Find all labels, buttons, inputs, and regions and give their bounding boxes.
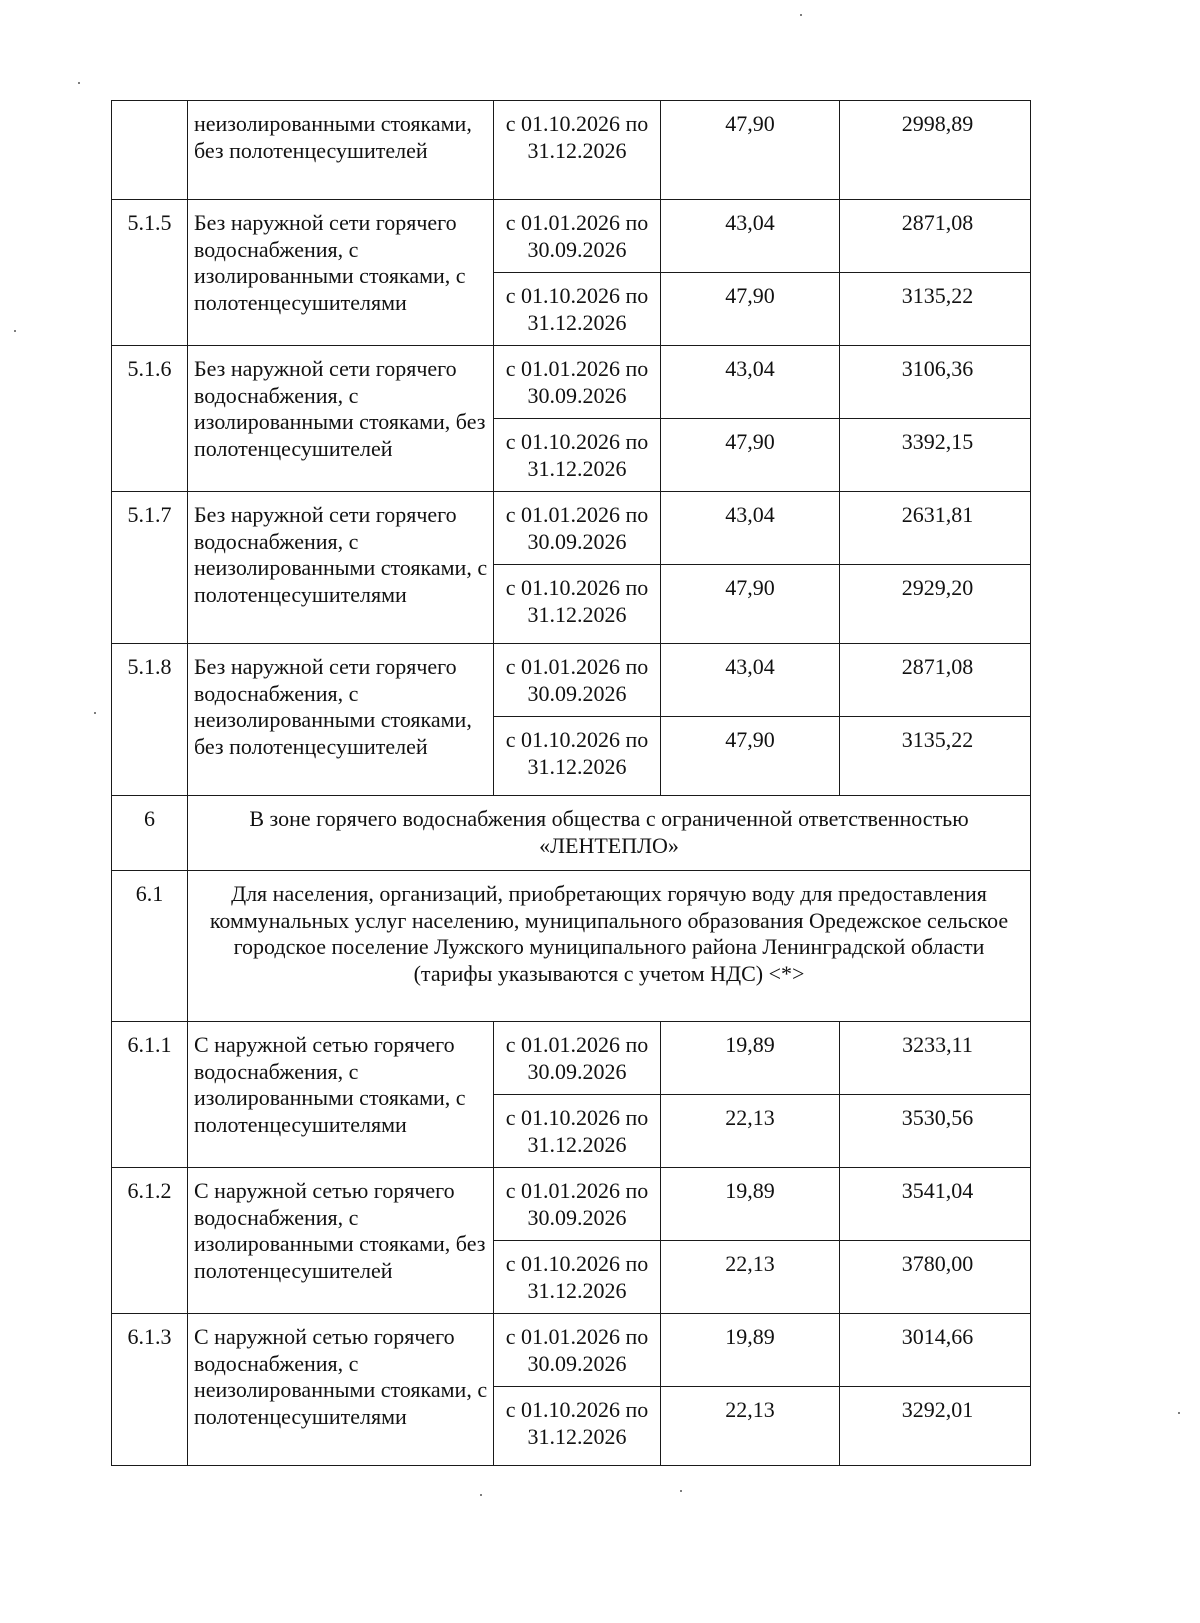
row-description: С наружной сетью горячего водоснабжения, с неизолированными стояками, с полотенцесушителями bbox=[188, 1314, 494, 1466]
row-period: с 01.10.2026 по 31.12.2026 bbox=[494, 565, 661, 644]
subsection-title: Для населения, организаций, приобретающих горячую воду для предоставления коммунальных услуг населению, муниципального образования Оредежское сельское городское поселение Лужского муниципального района Ленинградской области (тарифы указываются с учетом НДС) <*> bbox=[188, 871, 1031, 1022]
row-period: с 01.10.2026 по 31.12.2026 bbox=[494, 1241, 661, 1314]
row-description: неизолированными стояками, без полотенцесушителей bbox=[188, 101, 494, 200]
scan-speck bbox=[1178, 1412, 1180, 1414]
table-row bbox=[112, 1022, 1031, 1095]
subsection-row bbox=[112, 871, 1031, 1022]
row-description: С наружной сетью горячего водоснабжения, с изолированными стояками, без полотенцесушителей bbox=[188, 1168, 494, 1314]
scan-speck bbox=[480, 1494, 482, 1496]
scan-speck bbox=[78, 82, 80, 84]
row-value-2: 3392,15 bbox=[840, 419, 1031, 492]
row-period: с 01.01.2026 по 30.09.2026 bbox=[494, 1168, 661, 1241]
row-period: с 01.10.2026 по 31.12.2026 bbox=[494, 273, 661, 346]
row-period: с 01.01.2026 по 30.09.2026 bbox=[494, 1022, 661, 1095]
row-description: С наружной сетью горячего водоснабжения, с изолированными стояками, с полотенцесушителями bbox=[188, 1022, 494, 1168]
subsection-number: 6.1 bbox=[112, 871, 188, 1022]
row-period: с 01.10.2026 по 31.12.2026 bbox=[494, 1095, 661, 1168]
scan-speck bbox=[94, 712, 96, 714]
row-description: Без наружной сети горячего водоснабжения, с неизолированными стояками, без полотенцесушителей bbox=[188, 644, 494, 796]
row-value-1: 43,04 bbox=[661, 644, 840, 717]
table-row bbox=[112, 346, 1031, 419]
row-number bbox=[112, 101, 188, 200]
row-value-2: 2929,20 bbox=[840, 565, 1031, 644]
row-period: с 01.10.2026 по 31.12.2026 bbox=[494, 419, 661, 492]
table-row bbox=[112, 101, 1031, 200]
row-value-1: 22,13 bbox=[661, 1241, 840, 1314]
row-number: 5.1.8 bbox=[112, 644, 188, 796]
table-row bbox=[112, 200, 1031, 273]
row-value-1: 47,90 bbox=[661, 101, 840, 200]
row-value-1: 19,89 bbox=[661, 1168, 840, 1241]
table-row bbox=[112, 644, 1031, 717]
row-description: Без наружной сети горячего водоснабжения, с изолированными стояками, без полотенцесушителей bbox=[188, 346, 494, 492]
row-value-2: 3106,36 bbox=[840, 346, 1031, 419]
row-number: 5.1.6 bbox=[112, 346, 188, 492]
row-description: Без наружной сети горячего водоснабжения, с неизолированными стояками, с полотенцесушителями bbox=[188, 492, 494, 644]
row-value-1: 43,04 bbox=[661, 492, 840, 565]
scan-speck bbox=[800, 14, 802, 16]
row-value-1: 43,04 bbox=[661, 200, 840, 273]
row-value-1: 47,90 bbox=[661, 419, 840, 492]
row-value-1: 22,13 bbox=[661, 1095, 840, 1168]
row-value-1: 19,89 bbox=[661, 1022, 840, 1095]
row-value-2: 3233,11 bbox=[840, 1022, 1031, 1095]
row-value-1: 43,04 bbox=[661, 346, 840, 419]
row-period: с 01.10.2026 по 31.12.2026 bbox=[494, 717, 661, 796]
row-value-1: 19,89 bbox=[661, 1314, 840, 1387]
row-value-2: 3530,56 bbox=[840, 1095, 1031, 1168]
scan-speck bbox=[14, 330, 16, 332]
row-value-2: 3135,22 bbox=[840, 273, 1031, 346]
row-number: 6.1.3 bbox=[112, 1314, 188, 1466]
row-value-1: 47,90 bbox=[661, 565, 840, 644]
row-period: с 01.01.2026 по 30.09.2026 bbox=[494, 1314, 661, 1387]
scan-speck bbox=[680, 1490, 682, 1492]
table-row bbox=[112, 1314, 1031, 1387]
row-period: с 01.10.2026 по 31.12.2026 bbox=[494, 1387, 661, 1466]
row-period: с 01.01.2026 по 30.09.2026 bbox=[494, 346, 661, 419]
row-value-2: 3135,22 bbox=[840, 717, 1031, 796]
row-value-2: 2871,08 bbox=[840, 200, 1031, 273]
row-value-2: 3541,04 bbox=[840, 1168, 1031, 1241]
row-period: с 01.01.2026 по 30.09.2026 bbox=[494, 644, 661, 717]
row-value-2: 3014,66 bbox=[840, 1314, 1031, 1387]
section-row bbox=[112, 796, 1031, 871]
row-value-1: 47,90 bbox=[661, 717, 840, 796]
table-row bbox=[112, 492, 1031, 565]
row-value-2: 2998,89 bbox=[840, 101, 1031, 200]
row-period: с 01.01.2026 по 30.09.2026 bbox=[494, 492, 661, 565]
row-period: с 01.10.2026 по 31.12.2026 bbox=[494, 101, 661, 200]
row-value-2: 3292,01 bbox=[840, 1387, 1031, 1466]
row-period: с 01.01.2026 по 30.09.2026 bbox=[494, 200, 661, 273]
row-value-2: 3780,00 bbox=[840, 1241, 1031, 1314]
section-number: 6 bbox=[112, 796, 188, 871]
row-value-2: 2631,81 bbox=[840, 492, 1031, 565]
row-number: 5.1.7 bbox=[112, 492, 188, 644]
row-number: 5.1.5 bbox=[112, 200, 188, 346]
section-title: В зоне горячего водоснабжения общества с ограниченной ответственностью «ЛЕНТЕПЛО» bbox=[188, 796, 1031, 871]
row-value-2: 2871,08 bbox=[840, 644, 1031, 717]
row-number: 6.1.2 bbox=[112, 1168, 188, 1314]
row-number: 6.1.1 bbox=[112, 1022, 188, 1168]
row-value-1: 47,90 bbox=[661, 273, 840, 346]
table-row bbox=[112, 1168, 1031, 1241]
row-description: Без наружной сети горячего водоснабжения, с изолированными стояками, с полотенцесушителями bbox=[188, 200, 494, 346]
row-value-1: 22,13 bbox=[661, 1387, 840, 1466]
tariff-table bbox=[111, 100, 1031, 1466]
